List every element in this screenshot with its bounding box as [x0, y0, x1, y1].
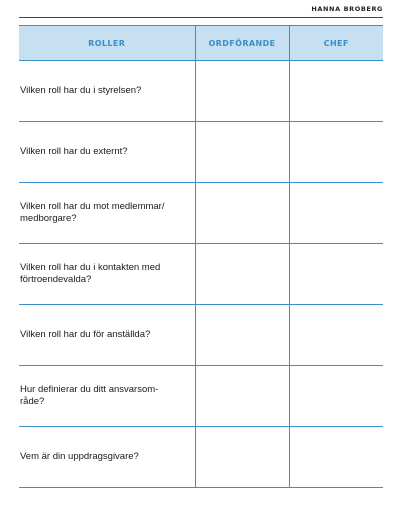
column-header-ordforande: ORDFÖRANDE: [195, 26, 289, 61]
question-text-line: Vilken roll har du för anställda?: [20, 329, 151, 340]
question-cell: [19, 61, 195, 122]
question-cell: [19, 244, 195, 305]
question-text-line: Vilken roll har du mot medlemmar/: [20, 201, 165, 212]
question-text-line: Vem är din uppdragsgivare?: [20, 451, 139, 462]
chef-answer-cell[interactable]: [289, 61, 383, 122]
ordforande-answer-cell[interactable]: [195, 183, 289, 244]
question-cell: [19, 122, 195, 183]
question-text-line: förtroendevalda?: [20, 274, 92, 285]
roles-table: [19, 25, 383, 488]
table-row: [19, 427, 383, 488]
ordforande-answer-cell[interactable]: [195, 305, 289, 366]
chef-answer-cell[interactable]: [289, 244, 383, 305]
table-header-row: [19, 26, 383, 61]
question-cell: [19, 427, 195, 488]
question-text-line: Vilken roll har du i styrelsen?: [20, 85, 142, 96]
question-text-line: Vilken roll har du i kontakten med: [20, 262, 161, 273]
table-row: [19, 244, 383, 305]
ordforande-answer-cell[interactable]: [195, 427, 289, 488]
author-name: HANNA BROBERG: [311, 5, 383, 13]
question-text-line: medborgare?: [20, 213, 77, 224]
chef-answer-cell[interactable]: [289, 305, 383, 366]
table-row: [19, 61, 383, 122]
ordforande-answer-cell[interactable]: [195, 61, 289, 122]
question-cell: [19, 366, 195, 427]
ordforande-answer-cell[interactable]: [195, 244, 289, 305]
chef-answer-cell[interactable]: [289, 183, 383, 244]
chef-answer-cell[interactable]: [289, 122, 383, 183]
ordforande-answer-cell[interactable]: [195, 366, 289, 427]
question-cell: [19, 305, 195, 366]
ordforande-answer-cell[interactable]: [195, 122, 289, 183]
column-header-roller: ROLLER: [19, 26, 195, 61]
column-header-chef: CHEF: [289, 26, 383, 61]
table-row: [19, 305, 383, 366]
question-cell: [19, 183, 195, 244]
chef-answer-cell[interactable]: [289, 427, 383, 488]
table-row: [19, 183, 383, 244]
table-row: [19, 366, 383, 427]
table-row: [19, 122, 383, 183]
question-text-line: Vilken roll har du externt?: [20, 146, 128, 157]
question-text-line: Hur definierar du ditt ansvarsom-: [20, 384, 159, 395]
question-text-line: råde?: [20, 396, 45, 407]
table-body: [19, 61, 383, 488]
top-rule: [19, 17, 383, 18]
chef-answer-cell[interactable]: [289, 366, 383, 427]
